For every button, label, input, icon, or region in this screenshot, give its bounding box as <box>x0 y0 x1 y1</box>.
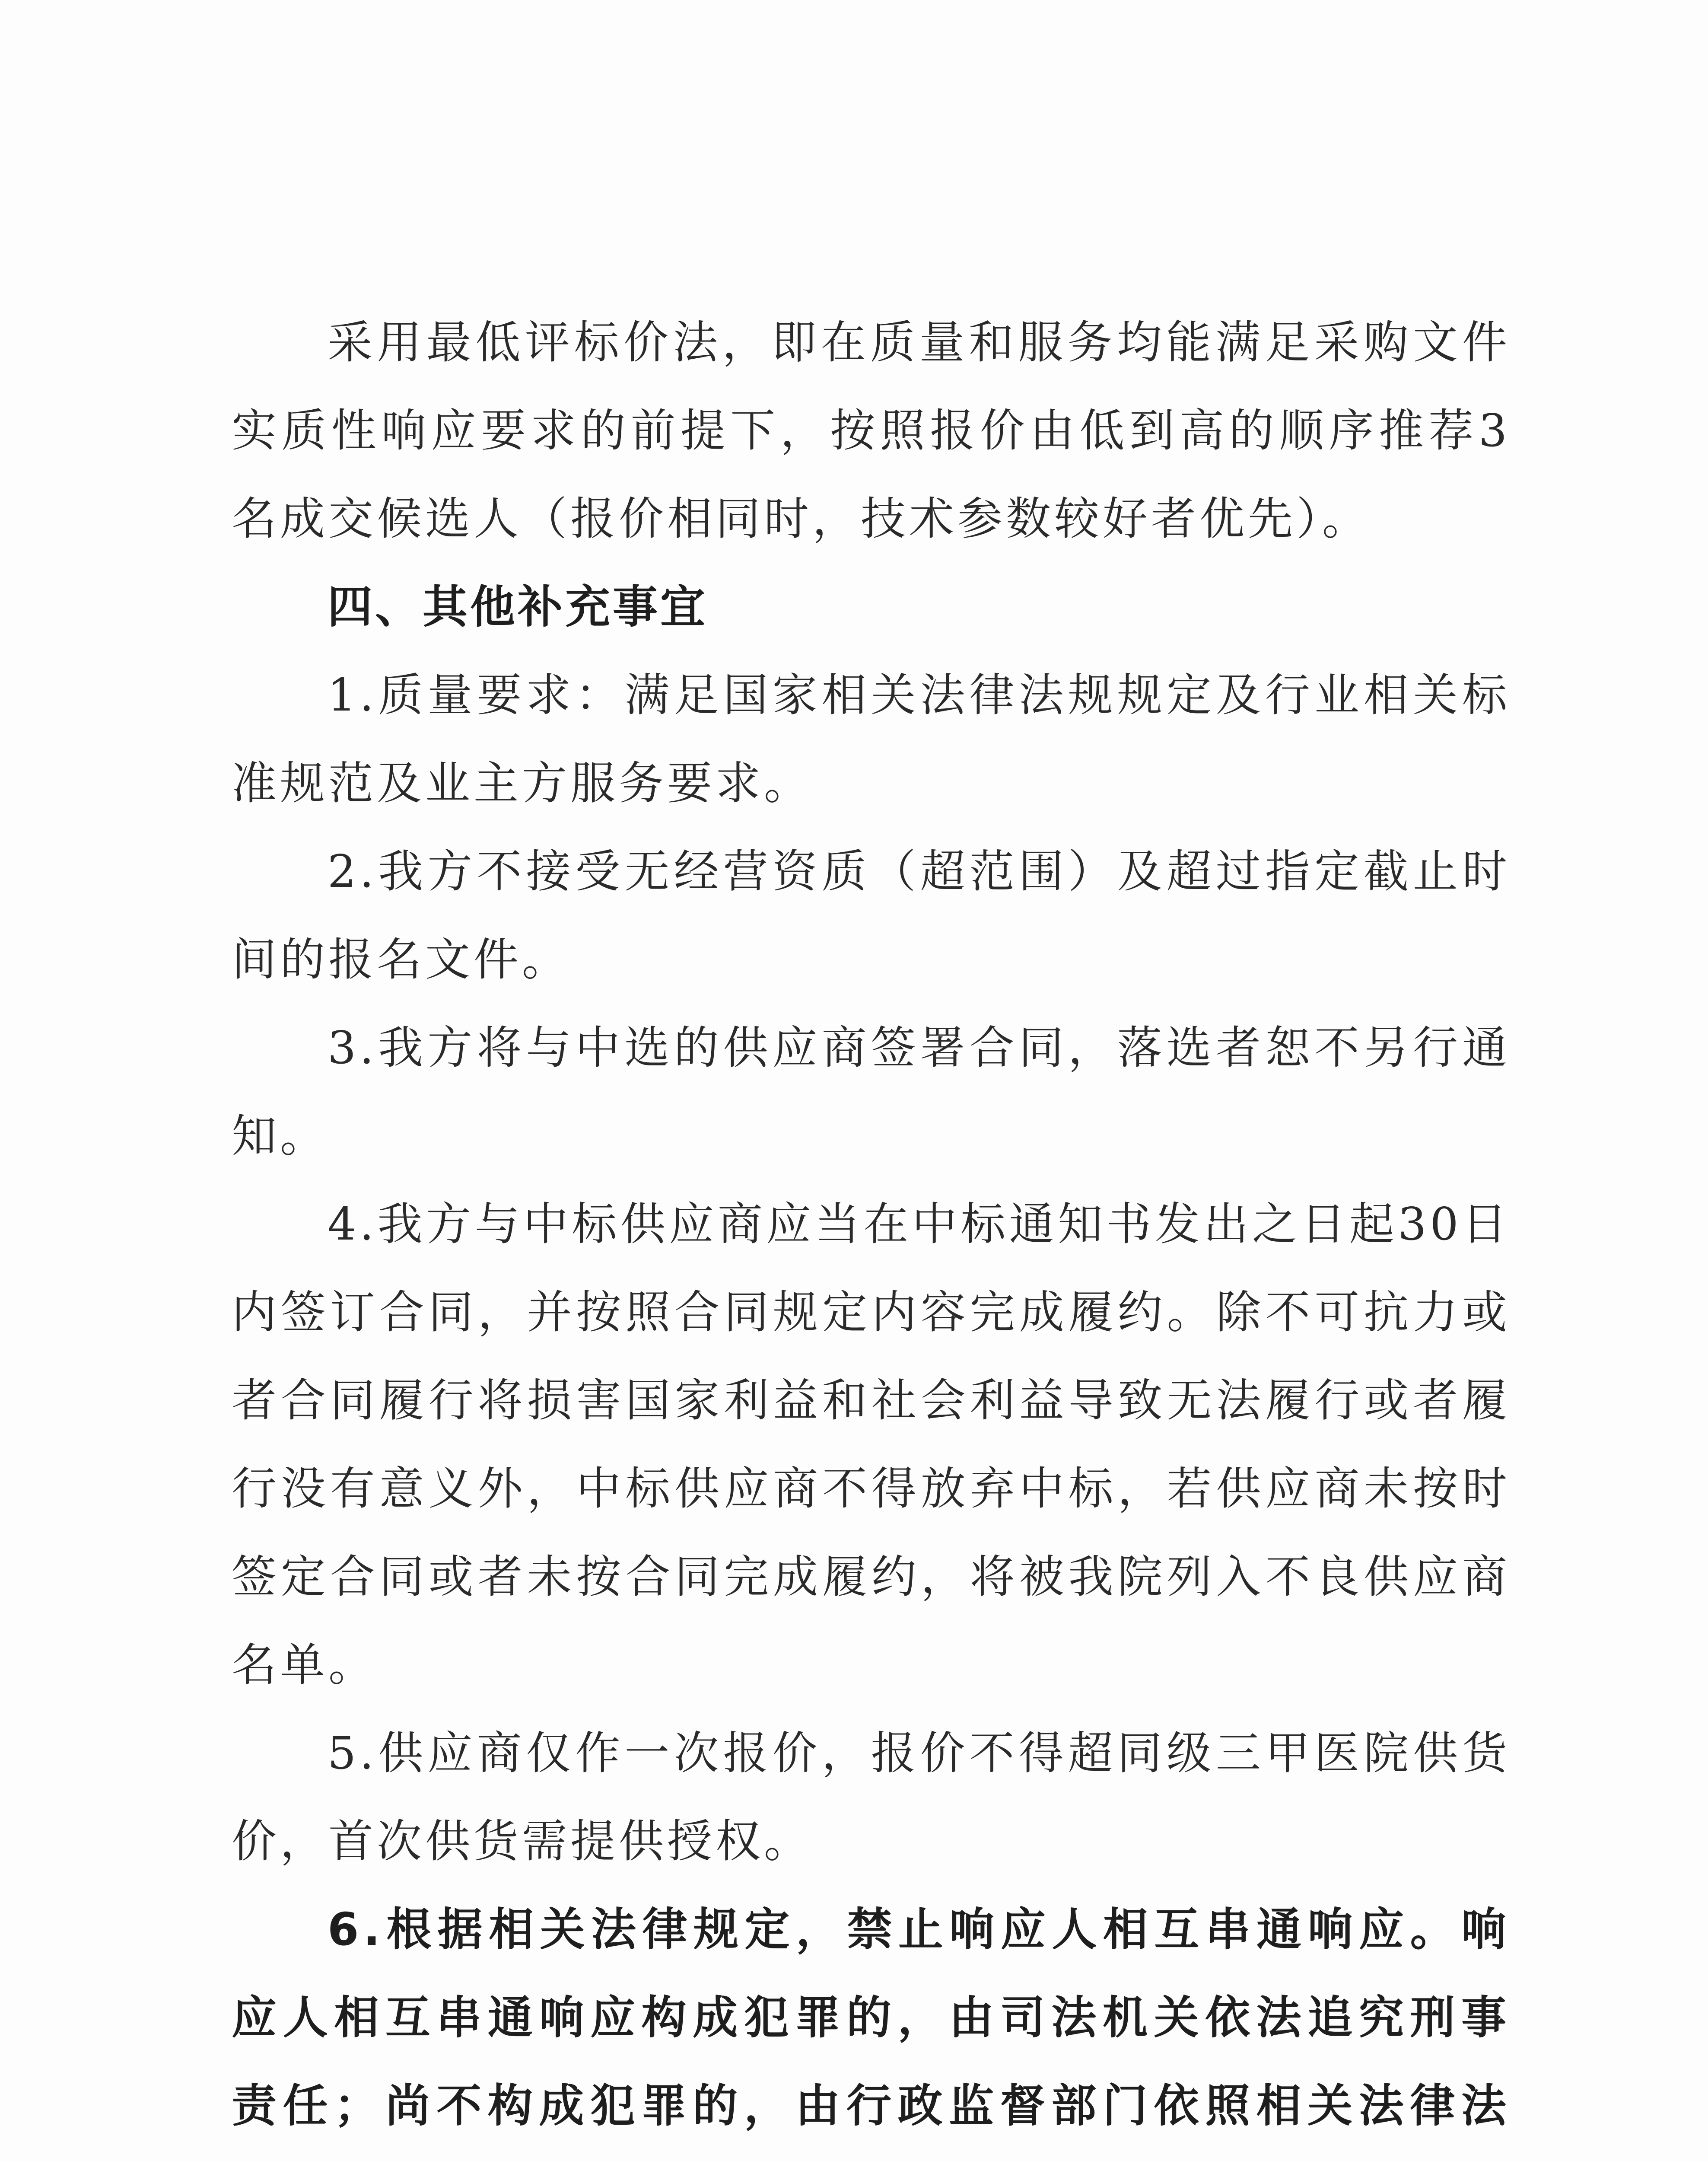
supplementary-item-3: 3.我方将与中选的供应商签署合同，落选者恕不另行通知。 <box>232 1021 1511 1162</box>
evaluation-method-paragraph: 采用最低评标价法，即在质量和服务均能满足采购文件实质性响应要求的前提下，按照报价由低到高的顺序推荐3名成交候选人（报价相同时，技术参数较好者优先）。 <box>232 316 1511 545</box>
supplementary-item-2: 2.我方不接受无经营资质（超范围）及超过指定截止时间的报名文件。 <box>232 845 1511 986</box>
section-heading-supplementary: 四、其他补充事宜 <box>328 580 708 633</box>
supplementary-item-4: 4.我方与中标供应商应当在中标通知书发出之日起30日内签订合同，并按照合同规定内容完成履约。除不可抗力或者合同履行将损害国家利益和社会利益导致无法履行或者履行没有意义外，中标供应商不得放弃中标，若供应商未按时签定合同或者未按合同完成履约，将被我院列入不良供应商名单。 <box>232 1198 1511 1691</box>
document-body <box>232 298 1511 2161</box>
supplementary-item-5: 5.供应商仅作一次报价，报价不得超同级三甲医院供货价，首次供货需提供授权。 <box>232 1727 1511 1868</box>
supplementary-item-6: 6.根据相关法律规定，禁止响应人相互串通响应。响应人相互串通响应构成犯罪的，由司法机关依法追究刑事责任；尚不构成犯罪的，由行政监督部门依照相关法律法 <box>232 1903 1511 2132</box>
supplementary-item-1: 1.质量要求：满足国家相关法律法规规定及行业相关标准规范及业主方服务要求。 <box>232 669 1511 810</box>
